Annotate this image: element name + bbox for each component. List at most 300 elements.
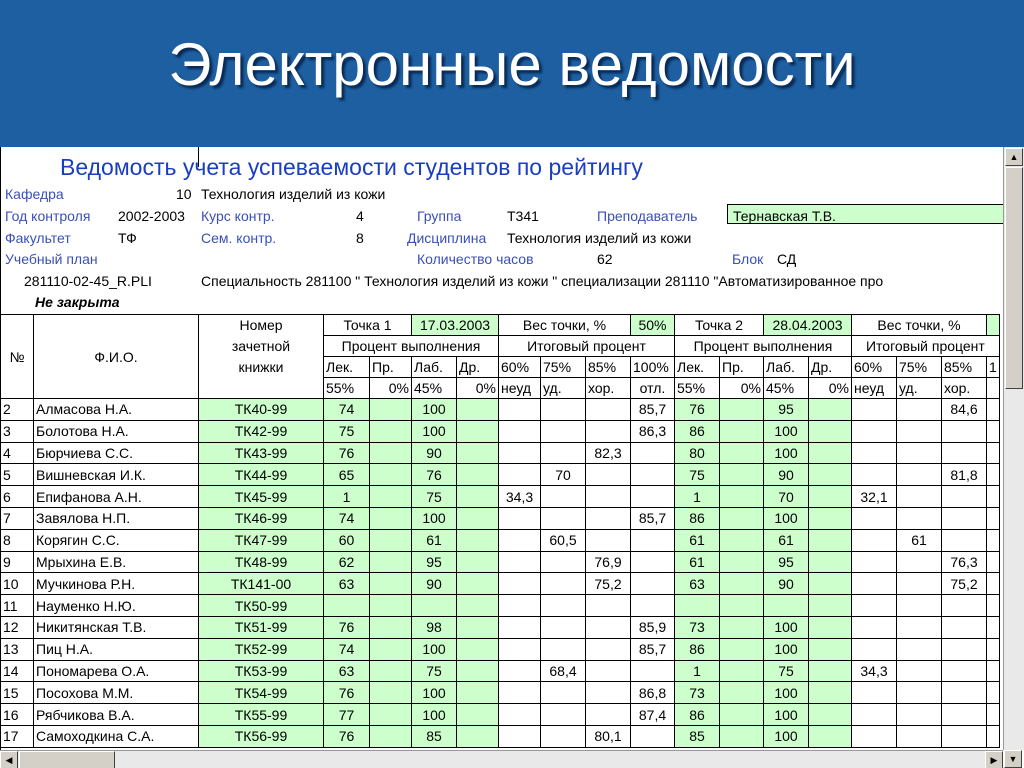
student-name: Пиц Н.А. [34,638,199,660]
lab2-value[interactable]: 95 [764,399,809,421]
lek1-value[interactable]: 75 [324,420,370,442]
header-dr2-weight[interactable]: 0% [809,378,852,399]
pr2-value[interactable] [720,442,764,464]
dr1-value[interactable] [457,420,499,442]
header-lek1-weight[interactable]: 55% [324,378,370,399]
lek1-value[interactable]: 1 [324,486,370,508]
lab1-value[interactable]: 90 [412,573,457,595]
dr1-value[interactable] [457,704,499,726]
lek2-value[interactable]: 73 [675,682,720,704]
lek2-value[interactable]: 73 [675,616,720,638]
pr1-value[interactable] [370,725,412,747]
lab1-value[interactable]: 100 [412,420,457,442]
final2-75 [897,573,942,595]
lek1-value[interactable]: 74 [324,638,370,660]
dr1-value[interactable] [457,660,499,682]
lek2-value[interactable]: 86 [675,638,720,660]
final2-75 [897,399,942,421]
student-name: Рябчикова В.А. [34,704,199,726]
final1-100: 85,7 [631,638,675,660]
final2-60 [852,507,897,529]
final1-60 [499,442,541,464]
final2-60 [852,551,897,573]
lab1-value[interactable]: 85 [412,725,457,747]
discipline-value[interactable]: Технология изделий из кожи [507,230,692,246]
final2-85 [942,682,987,704]
lek1-value[interactable]: 76 [324,682,370,704]
scroll-left-arrow-icon[interactable]: ◀ [0,751,18,768]
header-hor2: хор. [942,378,987,399]
lek2-value[interactable]: 1 [675,660,720,682]
header-lab1-weight[interactable]: 45% [412,378,457,399]
final2-100 [987,704,1000,726]
final1-100: 86,8 [631,682,675,704]
pr2-value[interactable] [720,420,764,442]
pr2-value[interactable] [720,486,764,508]
lek2-value[interactable]: 1 [675,486,720,508]
final1-75 [541,725,586,747]
pr1-value[interactable] [370,704,412,726]
dr2-value[interactable] [809,573,852,595]
lab2-value[interactable]: 100 [764,442,809,464]
pr1-value[interactable] [370,442,412,464]
lek1-value[interactable]: 76 [324,725,370,747]
hours-value[interactable]: 62 [597,251,613,267]
final1-75 [541,551,586,573]
dr2-value[interactable] [809,551,852,573]
pr2-value[interactable] [720,704,764,726]
dr2-value[interactable] [809,704,852,726]
header-p60-1: 60% [499,357,541,378]
final1-100: 87,4 [631,704,675,726]
final2-100 [987,616,1000,638]
row-number: 2 [1,399,34,421]
teacher-label: Преподаватель [597,208,698,224]
dr2-value[interactable] [809,529,852,551]
table-row [1,616,1000,638]
teacher-value[interactable]: Тернавская Т.В. [733,208,836,224]
scroll-down-arrow-icon[interactable]: ▼ [1004,750,1022,768]
final2-100 [987,399,1000,421]
final2-85 [942,507,987,529]
pr1-value[interactable] [370,638,412,660]
row-number: 10 [1,573,34,595]
lek1-value[interactable]: 63 [324,573,370,595]
final2-85 [942,638,987,660]
book-number[interactable]: ТК42-99 [199,420,324,442]
final1-60 [499,660,541,682]
lek2-value[interactable]: 61 [675,551,720,573]
dr1-value[interactable] [457,638,499,660]
header-weight1[interactable]: 50% [631,315,675,336]
dr2-value[interactable] [809,486,852,508]
final1-100 [631,573,675,595]
final1-85: 82,3 [586,442,631,464]
header-dr1: Др. [457,357,499,378]
dr1-value[interactable] [457,442,499,464]
final2-75 [897,725,942,747]
lek2-value[interactable]: 85 [675,725,720,747]
table-row [1,638,1000,660]
hours-label: Количество часов [417,251,534,267]
final2-60 [852,595,897,617]
block-label: Блок [732,251,764,267]
final1-75 [541,486,586,508]
pr1-value[interactable] [370,616,412,638]
header-lab1: Лаб. [412,357,457,378]
pr1-value[interactable] [370,486,412,508]
student-name: Епифанова А.Н. [34,486,199,508]
scroll-right-arrow-icon[interactable]: ▶ [985,751,1003,768]
lek1-value[interactable]: 62 [324,551,370,573]
pr1-value[interactable] [370,595,412,617]
header-row-1 [1,315,1000,336]
final1-60 [499,573,541,595]
lab1-value[interactable]: 75 [412,660,457,682]
lab2-value[interactable]: 100 [764,682,809,704]
plan-file[interactable]: 281110-02-45_R.PLI [24,273,152,289]
final1-60: 34,3 [499,486,541,508]
sheet-heading: Ведомость учета успеваемости студентов по рейтингу [60,154,643,180]
lek2-value[interactable]: 86 [675,507,720,529]
pr2-value[interactable] [720,638,764,660]
final2-100 [987,682,1000,704]
student-name: Науменко Н.Ю. [34,595,199,617]
header-ud2: уд. [897,378,942,399]
pr2-value[interactable] [720,573,764,595]
final2-60 [852,420,897,442]
header-point2: Точка 2 [675,315,764,336]
final1-100 [631,486,675,508]
final2-85 [942,420,987,442]
dr2-value[interactable] [809,507,852,529]
header-p75-1: 75% [541,357,586,378]
final2-85 [942,442,987,464]
book-number[interactable]: ТК46-99 [199,507,324,529]
student-name: Никитянская Т.В. [34,616,199,638]
lab1-value[interactable]: 98 [412,616,457,638]
final1-85 [586,638,631,660]
faculty-value[interactable]: ТФ [118,230,137,246]
lab2-value[interactable]: 75 [764,660,809,682]
dr1-value[interactable] [457,486,499,508]
sem-value[interactable]: 8 [356,230,364,246]
final1-75: 60,5 [541,529,586,551]
lab1-value[interactable] [412,595,457,617]
final2-60: 32,1 [852,486,897,508]
header-lek1: Лек. [324,357,370,378]
row-number: 12 [1,616,34,638]
dr1-value[interactable] [457,551,499,573]
final2-60 [852,442,897,464]
row-number: 6 [1,486,34,508]
year-value[interactable]: 2002-2003 [118,208,185,224]
lab2-value[interactable]: 100 [764,725,809,747]
pr2-value[interactable] [720,507,764,529]
pr2-value[interactable] [720,616,764,638]
student-name: Болотова Н.А. [34,420,199,442]
lek2-value[interactable] [675,595,720,617]
plan-label: Учебный план [5,251,98,267]
book-number[interactable]: ТК52-99 [199,638,324,660]
pr1-value[interactable] [370,507,412,529]
student-name: Посохова М.М. [34,682,199,704]
final2-100 [987,660,1000,682]
lek1-value[interactable]: 77 [324,704,370,726]
table-row [1,420,1000,442]
lab1-value[interactable]: 76 [412,464,457,486]
lek1-value[interactable]: 76 [324,616,370,638]
pr2-value[interactable] [720,399,764,421]
dr2-value[interactable] [809,464,852,486]
pr1-value[interactable] [370,399,412,421]
dr1-value[interactable] [457,529,499,551]
book-number[interactable]: ТК43-99 [199,442,324,464]
header-date1[interactable]: 17.03.2003 [412,315,499,336]
pr1-value[interactable] [370,551,412,573]
header-p85-1: 85% [586,357,631,378]
block-value[interactable]: СД [777,251,797,267]
book-number[interactable]: ТК40-99 [199,399,324,421]
lek2-value[interactable]: 80 [675,442,720,464]
dr1-value[interactable] [457,507,499,529]
final1-75 [541,442,586,464]
pr1-value[interactable] [370,529,412,551]
final1-100 [631,551,675,573]
final1-85 [586,529,631,551]
final1-60 [499,529,541,551]
header-pr2-weight[interactable]: 0% [720,378,764,399]
pr2-value[interactable] [720,551,764,573]
book-number[interactable]: ТК50-99 [199,595,324,617]
final1-60 [499,638,541,660]
dr1-value[interactable] [457,573,499,595]
lab2-value[interactable]: 95 [764,551,809,573]
course-value[interactable]: 4 [356,208,364,224]
lek2-value[interactable]: 76 [675,399,720,421]
book-number[interactable]: ТК53-99 [199,660,324,682]
dr1-value[interactable] [457,464,499,486]
book-number[interactable]: ТК56-99 [199,725,324,747]
final1-100 [631,529,675,551]
pr1-value[interactable] [370,420,412,442]
lab1-value[interactable]: 100 [412,704,457,726]
lab1-value[interactable]: 90 [412,442,457,464]
pr2-value[interactable] [720,529,764,551]
pr1-value[interactable] [370,464,412,486]
final1-75 [541,704,586,726]
dr2-value[interactable] [809,399,852,421]
final2-60 [852,704,897,726]
lek1-value[interactable]: 63 [324,660,370,682]
final2-75 [897,660,942,682]
final2-60 [852,464,897,486]
final2-60 [852,682,897,704]
lab2-value[interactable] [764,595,809,617]
group-value[interactable]: Т341 [507,208,539,224]
dr2-value[interactable] [809,595,852,617]
final1-60 [499,616,541,638]
lek2-value[interactable]: 75 [675,464,720,486]
lek1-value[interactable]: 60 [324,529,370,551]
dr1-value[interactable] [457,725,499,747]
table-row [1,595,1000,617]
final2-75 [897,464,942,486]
sheet-area[interactable] [0,147,1003,750]
header-lek2-weight[interactable]: 55% [675,378,720,399]
lab2-value[interactable]: 61 [764,529,809,551]
book-number[interactable]: ТК141-00 [199,573,324,595]
final2-60: 34,3 [852,660,897,682]
row-number: 3 [1,420,34,442]
book-number[interactable]: ТК45-99 [199,486,324,508]
final1-85 [586,682,631,704]
final1-85 [586,399,631,421]
final2-60 [852,638,897,660]
final1-100 [631,725,675,747]
scroll-up-arrow-icon[interactable]: ▲ [1005,148,1023,166]
dr2-value[interactable] [809,616,852,638]
row-number: 9 [1,551,34,573]
pr2-value[interactable] [720,725,764,747]
header-ud1: уд. [541,378,586,399]
book-number[interactable]: ТК55-99 [199,704,324,726]
lab2-value[interactable]: 90 [764,573,809,595]
kafedra-value[interactable]: 10 [176,186,192,202]
group-label: Группа [417,208,462,224]
dr1-value[interactable] [457,616,499,638]
spreadsheet [0,147,1024,768]
lab1-value[interactable]: 100 [412,638,457,660]
book-number[interactable]: ТК54-99 [199,682,324,704]
header-dr1-weight[interactable]: 0% [457,378,499,399]
pr2-value[interactable] [720,595,764,617]
lek1-value[interactable]: 74 [324,399,370,421]
header-completion1: Процент выполнения [324,336,499,357]
student-name: Вишневская И.К. [34,464,199,486]
header-neud1: неуд [499,378,541,399]
lek1-value[interactable] [324,595,370,617]
grades-table [0,314,1000,748]
faculty-label: Факультет [5,230,71,246]
final2-75 [897,638,942,660]
final1-85 [586,486,631,508]
header-pr1-weight[interactable]: 0% [370,378,412,399]
final1-75 [541,638,586,660]
lek1-value[interactable]: 76 [324,442,370,464]
horizontal-scroll-thumb[interactable] [19,751,115,768]
lek2-value[interactable]: 61 [675,529,720,551]
final2-100 [987,573,1000,595]
dr1-value[interactable] [457,399,499,421]
vertical-scroll-thumb[interactable] [1005,167,1023,389]
dr2-value[interactable] [809,638,852,660]
final1-60 [499,464,541,486]
pr1-value[interactable] [370,573,412,595]
lek2-value[interactable]: 86 [675,704,720,726]
final1-100 [631,595,675,617]
dr2-value[interactable] [809,682,852,704]
lab2-value[interactable]: 100 [764,616,809,638]
dr1-value[interactable] [457,595,499,617]
table-row [1,486,1000,508]
dr2-value[interactable] [809,442,852,464]
dr2-value[interactable] [809,660,852,682]
dr1-value[interactable] [457,682,499,704]
final1-100 [631,442,675,464]
row-number: 17 [1,725,34,747]
final2-60 [852,616,897,638]
lek1-value[interactable]: 65 [324,464,370,486]
header-p100-2: 1 [987,357,1000,378]
lab1-value[interactable]: 100 [412,682,457,704]
pr2-value[interactable] [720,464,764,486]
final1-75 [541,399,586,421]
lab2-value[interactable]: 100 [764,507,809,529]
lab2-value[interactable]: 70 [764,486,809,508]
lek2-value[interactable]: 63 [675,573,720,595]
table-body [1,399,1000,748]
final1-85: 75,2 [586,573,631,595]
pr1-value[interactable] [370,682,412,704]
lek2-value[interactable]: 86 [675,420,720,442]
lab1-value[interactable]: 95 [412,551,457,573]
pr2-value[interactable] [720,682,764,704]
kafedra-name[interactable]: Технология изделий из кожи [201,186,386,202]
book-number[interactable]: ТК48-99 [199,551,324,573]
lab2-value[interactable]: 90 [764,464,809,486]
table-row [1,399,1000,421]
lab1-value[interactable]: 61 [412,529,457,551]
final1-100 [631,660,675,682]
lab1-value[interactable]: 100 [412,507,457,529]
final2-100 [987,486,1000,508]
header-weight2[interactable] [987,315,1000,336]
lek1-value[interactable]: 74 [324,507,370,529]
lab2-value[interactable]: 100 [764,420,809,442]
final1-75 [541,682,586,704]
horizontal-scrollbar[interactable] [0,750,1003,768]
final1-85 [586,616,631,638]
header-p75-2: 75% [897,357,942,378]
final1-100 [631,464,675,486]
final1-100: 85,7 [631,399,675,421]
header-p100-1: 100% [631,357,675,378]
header-lab2-weight[interactable]: 45% [764,378,809,399]
book-number[interactable]: ТК47-99 [199,529,324,551]
final1-75: 70 [541,464,586,486]
pr1-value[interactable] [370,660,412,682]
pr2-value[interactable] [720,660,764,682]
final2-100 [987,420,1000,442]
book-number[interactable]: ТК44-99 [199,464,324,486]
final2-60 [852,529,897,551]
header-fio: Ф.И.О. [34,315,199,399]
lab2-value[interactable]: 100 [764,704,809,726]
final1-60 [499,551,541,573]
book-number[interactable]: ТК51-99 [199,616,324,638]
dr2-value[interactable] [809,725,852,747]
specialty-text[interactable]: Специальность 281100 " Технология изделий из кожи " специализации 281110 "Автоматизированное про [201,273,884,289]
lab1-value[interactable]: 100 [412,399,457,421]
dr2-value[interactable] [809,420,852,442]
vertical-scrollbar[interactable] [1003,147,1024,750]
slide-header [0,0,1024,147]
lab1-value[interactable]: 75 [412,486,457,508]
header-date2[interactable]: 28.04.2003 [764,315,852,336]
final1-75 [541,616,586,638]
lab2-value[interactable]: 100 [764,638,809,660]
